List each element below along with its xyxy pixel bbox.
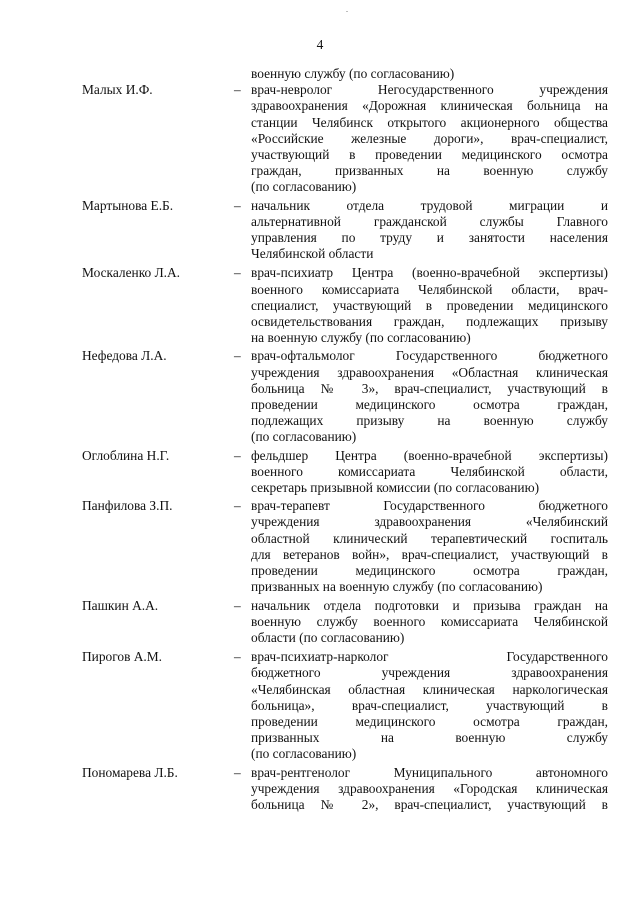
description-line: врач-психиатр Центра (военно-врачебной экспертизы): [251, 265, 608, 281]
description-line: учреждения здравоохранения «Челябинский: [251, 514, 608, 530]
description-line: военного комиссариата Челябинской области, врач-: [251, 281, 608, 297]
position-description: [251, 82, 608, 195]
description-line: областной клинический терапевтический госпиталь: [251, 530, 608, 546]
description-line: «Российские железные дороги», врач-специалист,: [251, 130, 608, 146]
description-line: призванных на военную службу (по согласованию): [251, 579, 543, 595]
personnel-entry: [0, 348, 640, 445]
position-description: [251, 498, 608, 595]
description-line: (по согласованию): [251, 179, 357, 195]
entry-dash: –: [234, 649, 241, 665]
description-line: проведении медицинского осмотра граждан,: [251, 397, 608, 413]
position-description: [251, 348, 608, 445]
personnel-entry: [0, 765, 640, 814]
person-name: Оглоблина Н.Г.: [82, 447, 170, 463]
entry-dash: –: [234, 498, 241, 514]
person-name: Нефедова Л.А.: [82, 348, 167, 364]
description-line: врач-невролог Негосударственного учреждения: [251, 82, 608, 98]
description-line: (по согласованию): [251, 746, 357, 762]
description-line: начальник отдела трудовой миграции и: [251, 197, 608, 213]
position-description: [251, 198, 608, 263]
description-line: граждан, призванных на военную службу: [251, 163, 608, 179]
description-line: больница», врач-специалист, участвующий в: [251, 697, 608, 713]
personnel-list: [0, 66, 640, 813]
entry-dash: –: [234, 82, 241, 98]
person-name: Панфилова З.П.: [82, 498, 173, 514]
description-line: призванных на военную службу: [251, 730, 608, 746]
description-line: «Челябинская областная клиническая наркологическая: [251, 681, 608, 697]
position-description: [251, 448, 608, 497]
description-line: врач-рентгенолог Муниципального автономного: [251, 764, 608, 780]
description-line: участвующий в проведении медицинского осмотра: [251, 147, 608, 163]
description-line: Челябинской области: [251, 246, 374, 262]
personnel-entry: [0, 82, 640, 195]
person-name: Пирогов А.М.: [82, 649, 163, 665]
description-line: врач-офтальмолог Государственного бюджетного: [251, 348, 608, 364]
person-name: Мартынова Е.Б.: [82, 197, 174, 213]
description-line: для ветеранов войн», врач-специалист, участвующий в: [251, 546, 608, 562]
person-name: Пашкин А.А.: [82, 597, 159, 613]
entry-dash: –: [234, 764, 241, 780]
description-line: бюджетного учреждения здравоохранения: [251, 665, 608, 681]
personnel-entry: [0, 198, 640, 263]
description-line: военную службу (по согласованию): [251, 66, 455, 81]
position-description: [251, 66, 608, 82]
entry-dash: –: [234, 597, 241, 613]
description-line: области (по согласованию): [251, 629, 405, 645]
description-line: учреждения здравоохранения «Городская клиническая: [251, 780, 608, 796]
description-line: альтернативной гражданской службы Главного: [251, 213, 608, 229]
description-line: подлежащих призыву на военную службу: [251, 413, 608, 429]
description-line: освидетельствования граждан, подлежащих призыву: [251, 314, 608, 330]
position-description: [251, 598, 608, 647]
page-number: 4: [316, 37, 324, 52]
entry-dash: –: [234, 197, 241, 213]
description-line: фельдшер Центра (военно-врачебной экспертизы): [251, 447, 608, 463]
description-line: проведении медицинского осмотра граждан,: [251, 713, 608, 729]
personnel-entry: [0, 649, 640, 762]
description-line: врач-психиатр-нарколог Государственного: [251, 649, 608, 665]
description-line: станции Челябинск открытого акционерного общества: [251, 114, 608, 130]
position-description: [251, 649, 608, 762]
entry-dash: –: [234, 265, 241, 281]
position-description: [251, 765, 608, 814]
personnel-entry: [0, 598, 640, 647]
personnel-entry: [0, 66, 640, 82]
position-description: [251, 265, 608, 346]
description-line: учреждения здравоохранения «Областная клиническая: [251, 364, 608, 380]
description-line: военного комиссариата Челябинской области,: [251, 463, 608, 479]
description-line: специалист, участвующий в проведении медицинского: [251, 297, 608, 313]
scan-mark: .: [346, 5, 348, 14]
description-line: здравоохранения «Дорожная клиническая больница на: [251, 98, 608, 114]
description-line: больница № 3», врач-специалист, участвующий в: [251, 380, 608, 396]
description-line: секретарь призывной комиссии (по согласованию): [251, 480, 540, 496]
person-name: Пономарева Л.Б.: [82, 764, 178, 780]
entry-dash: –: [234, 447, 241, 463]
personnel-entry: [0, 265, 640, 346]
person-name: Москаленко Л.А.: [82, 265, 181, 281]
description-line: военную службу военного комиссариата Челябинской: [251, 613, 608, 629]
person-name: Малых И.Ф.: [82, 82, 153, 98]
description-line: на военную службу (по согласованию): [251, 330, 471, 346]
description-line: (по согласованию): [251, 429, 357, 445]
personnel-entry: [0, 498, 640, 595]
personnel-entry: [0, 448, 640, 497]
description-line: врач-терапевт Государственного бюджетного: [251, 498, 608, 514]
description-line: начальник отдела подготовки и призыва граждан на: [251, 597, 608, 613]
description-line: проведении медицинского осмотра граждан,: [251, 563, 608, 579]
entry-dash: –: [234, 348, 241, 364]
description-line: больница № 2», врач-специалист, участвующий в: [251, 796, 608, 812]
description-line: управления по труду и занятости населения: [251, 230, 608, 246]
